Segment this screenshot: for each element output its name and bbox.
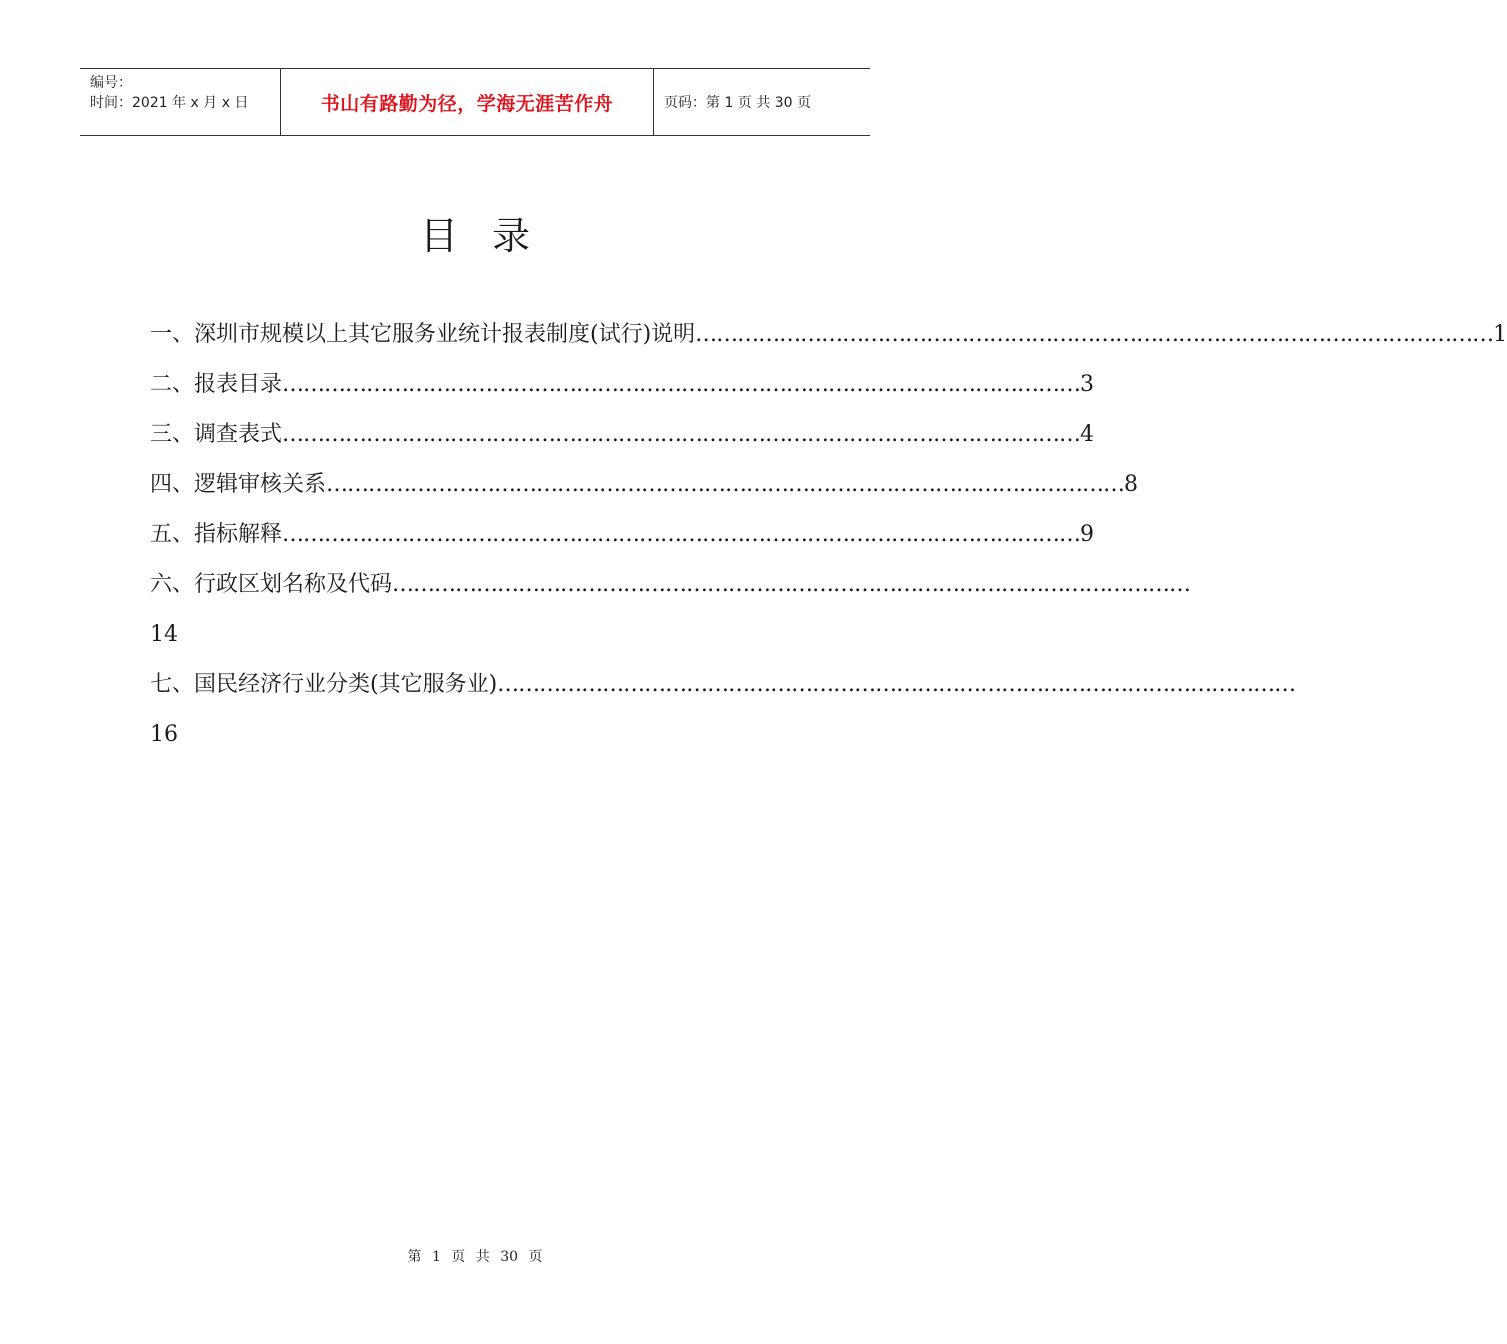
toc-entry-6[interactable] [150, 560, 1191, 610]
toc-entry-text: 六、行政区划名称及代码 [150, 572, 393, 597]
toc-leader-dots: …………………………………………………………………………………………………… [326, 472, 1125, 497]
toc-leader-dots: …………………………………………………………………………………………………… [282, 522, 1081, 547]
toc-entry-1[interactable] [150, 310, 1507, 360]
header-page-info: 页码：第 1 页 共 30 页 [664, 95, 811, 111]
toc-entry-page: 4 [1080, 422, 1095, 447]
toc-entry-page: 9 [1080, 522, 1095, 547]
header-meta [80, 69, 281, 135]
toc-entry-page: 14 [150, 622, 178, 647]
table-of-contents [150, 310, 1507, 760]
toc-leader-dots: …………………………………………………………………………………………………… [282, 422, 1081, 447]
toc-entry-page: 8 [1124, 472, 1139, 497]
number-label: 编号： [90, 75, 132, 91]
toc-entry-text: 七、国民经济行业分类(其它服务业) [150, 672, 498, 697]
toc-leader-dots: …………………………………………………………………………………………………… [497, 672, 1296, 697]
toc-entry-5[interactable] [150, 510, 1095, 560]
toc-entry-text: 五、指标解释 [150, 522, 283, 547]
toc-entry-text: 一、深圳市规模以上其它服务业统计报表制度(试行)说明 [150, 322, 696, 347]
toc-entry-page: 3 [1080, 372, 1095, 397]
header-motto: 书山有路勤为径，学海无涯苦作舟 [281, 69, 654, 135]
time-label: 时间：2021 年 x 月 x 日 [90, 95, 249, 111]
toc-entry-page: 16 [150, 722, 178, 747]
toc-entry-2[interactable] [150, 360, 1095, 410]
toc-entry-3[interactable] [150, 410, 1095, 460]
page-title: 目录 [419, 214, 564, 258]
page-header [80, 68, 870, 136]
toc-entry-4[interactable] [150, 460, 1139, 510]
toc-entry-text: 四、逻辑审核关系 [150, 472, 327, 497]
page-footer: 第 1 页 共 30 页 [407, 1249, 543, 1265]
toc-entry-text: 二、报表目录 [150, 372, 283, 397]
toc-leader-dots: …………………………………………………………………………………………………… [392, 572, 1191, 597]
toc-leader-dots: …………………………………………………………………………………………………… [282, 372, 1081, 397]
toc-leader-dots: …………………………………………………………………………………………………… [695, 322, 1494, 347]
toc-entry-7[interactable] [150, 660, 1296, 710]
toc-entry-text: 三、调查表式 [150, 422, 283, 447]
toc-entry-page: 1 [1493, 322, 1507, 347]
